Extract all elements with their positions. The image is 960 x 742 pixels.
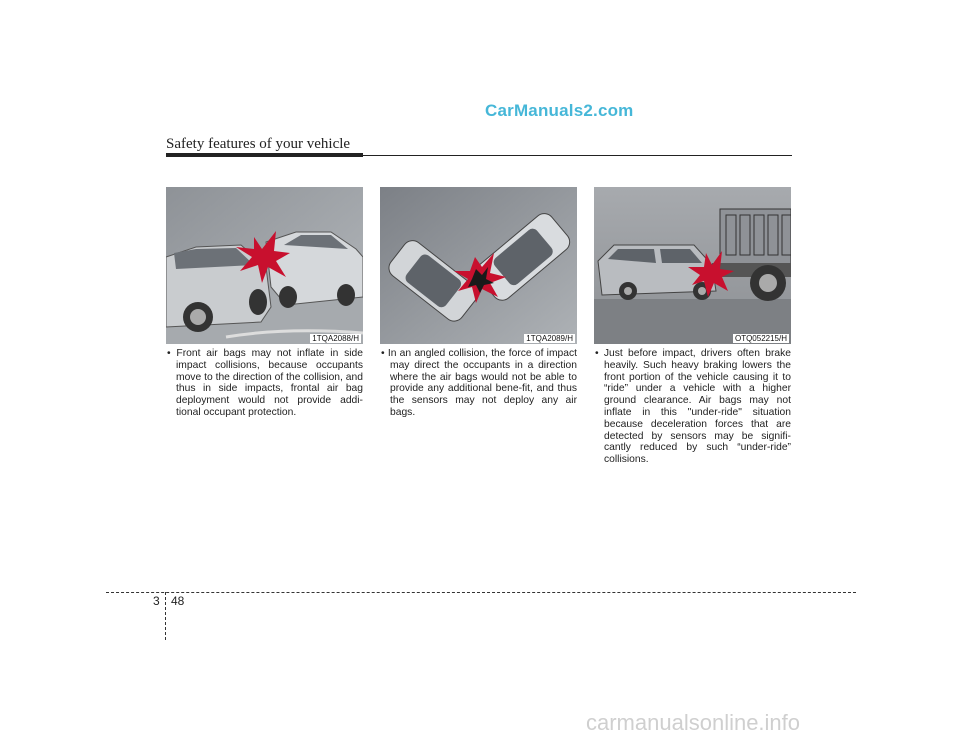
- figure-angled-collision: [380, 187, 577, 344]
- footer-rule: [106, 592, 856, 593]
- angled-collision-illustration: [380, 187, 577, 344]
- side-impact-illustration: [166, 187, 363, 344]
- chapter-number: 3: [153, 594, 160, 608]
- figure-label: OTQ052215/H: [734, 334, 787, 343]
- site-watermark-bottom: carmanualsonline.info: [586, 710, 801, 735]
- figure-side-impact: [166, 187, 363, 344]
- figure-under-ride: [594, 187, 791, 344]
- page-number: 48: [171, 594, 185, 608]
- under-ride-illustration: [594, 187, 791, 344]
- figure-label: 1TQA2089/H: [526, 334, 573, 343]
- section-title: Safety features of your vehicle: [166, 136, 351, 152]
- figure-label: 1TQA2088/H: [312, 334, 359, 343]
- paragraph-side-impact: • Front air bags may not inflate in side impact collisions, because occupants move to the direction of the collision, and thus in side impacts, frontal air bag deployment would not provide addi-tional occupant protection.: [167, 348, 363, 418]
- site-watermark-top: CarManuals2.com: [485, 101, 634, 120]
- footer-divider: [165, 592, 166, 640]
- section-title-bar: [166, 153, 363, 157]
- section-title-rule: [363, 155, 792, 156]
- paragraph-angled-collision: • In an angled collision, the force of impact may direct the occupants in a direction where the air bags would not be able to provide any additional bene-fit, and thus the sensors may not deploy any air bags.: [381, 348, 577, 418]
- paragraph-under-ride: • Just before impact, drivers often brake heavily. Such heavy braking lowers the front portion of the vehicle causing it to “ride” under a vehicle with a higher ground clearance. Air bags may not inflate in this "under-ride" situation because deceleration forces that are detected by sensors may be signifi-cantly reduced by such “under-ride” collisions.: [595, 348, 791, 466]
